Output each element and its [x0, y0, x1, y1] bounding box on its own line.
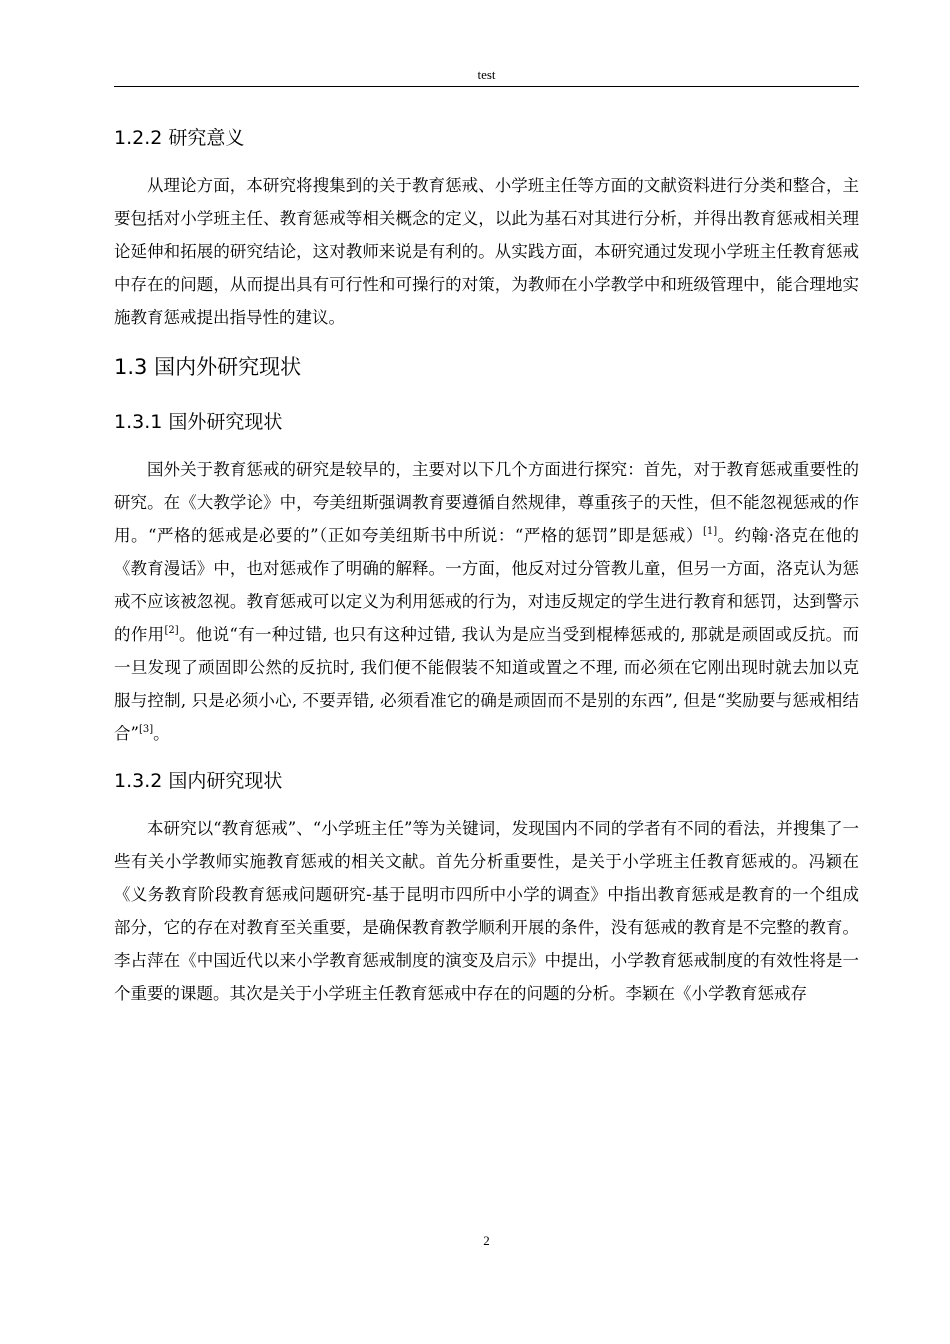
header-rule — [114, 86, 859, 87]
document-body — [114, 118, 859, 1010]
spacer — [114, 442, 859, 453]
citation-ref-1[interactable]: [1] — [702, 526, 718, 537]
spacer — [114, 389, 859, 402]
spacer — [114, 158, 859, 169]
citation-ref-2[interactable]: [2] — [164, 625, 179, 636]
paragraph-foreign-research — [114, 453, 859, 750]
spacer — [114, 801, 859, 812]
paragraph-text: 。 — [153, 724, 170, 743]
heading-1-2-2: 1.2.2 研究意义 — [114, 127, 245, 149]
paragraph-research-significance: 从理论方面，本研究将搜集到的关于教育惩戒、小学班主任等方面的文献资料进行分类和整合，主要包括对小学班主任、教育惩戒等相关概念的定义，以此为基石对其进行分析，并得出教育惩戒相关理论延伸和拓展的研究结论，这对教师来说是有利的。从实践方面，本研究通过发现小学班主任教育惩戒中存在的问题，从而提出具有可行性和可操行的对策，为教师在小学教学中和班级管理中，能合理地实施教育惩戒提出指导性的建议。 — [114, 176, 859, 327]
paragraph-text: 国外关于教育惩戒的研究是较早的，主要对以下几个方面进行探究：首先，对于教育惩戒重要性的研究。在《大教学论》中，夸美纽斯强调教育要遵循自然规律，尊重孩子的天性，但不能忽视惩戒的作用。“严格的惩戒是必要的”（正如夸美纽斯书中所说：“严格的惩罚”即是惩戒） — [114, 460, 859, 545]
page-number: 2 — [483, 1233, 490, 1248]
spacer — [114, 750, 859, 761]
heading-1-3-1: 1.3.1 国外研究现状 — [114, 411, 283, 433]
citation-ref-3[interactable]: [3] — [138, 724, 154, 735]
page-header: test — [477, 67, 496, 82]
heading-1-3: 1.3 国内外研究现状 — [114, 355, 302, 379]
paragraph-text: 。约翰·洛克在他的《教育漫话》中，也对惩戒作了明确的解释。一方面，他反对过分管教儿童，但另一方面，洛克认为惩戒不应该被忽视。教育惩戒可以定义为利用惩戒的行为，对违反规定的学生进行教育和惩罚，达到警示的作用 — [114, 526, 859, 644]
paragraph-text: 。他说“有一种过错, 也只有这种过错, 我认为是应当受到棍棒惩戒的, 那就是顽固或反抗。而一旦发现了顽固即公然的反抗时, 我们便不能假装不知道或置之不理, 而必须在它刚出现时就去加以克服与控制, 只是必须小心, 不要弄错, 必须看准它的确是顽固而不是别的东西”, 但是“奖励要与惩戒相结合” — [114, 625, 860, 743]
spacer — [114, 334, 859, 345]
paragraph-domestic-research: 本研究以“教育惩戒”、“小学班主任”等为关键词，发现国内不同的学者有不同的看法，并搜集了一些有关小学教师实施教育惩戒的相关文献。首先分析重要性，是关于小学班主任教育惩戒的。冯颖在《义务教育阶段教育惩戒问题研究-基于昆明市四所中小学的调查》中指出教育惩戒是教育的一个组成部分，它的存在对教育至关重要，是确保教育教学顺利开展的条件，没有惩戒的教育是不完整的教育。李占萍在《中国近代以来小学教育惩戒制度的演变及启示》中提出，小学教育惩戒制度的有效性将是一个重要的课题。其次是关于小学班主任教育惩戒中存在的问题的分析。李颖在《小学教育惩戒存 — [114, 819, 859, 1003]
heading-1-3-2: 1.3.2 国内研究现状 — [114, 770, 283, 792]
